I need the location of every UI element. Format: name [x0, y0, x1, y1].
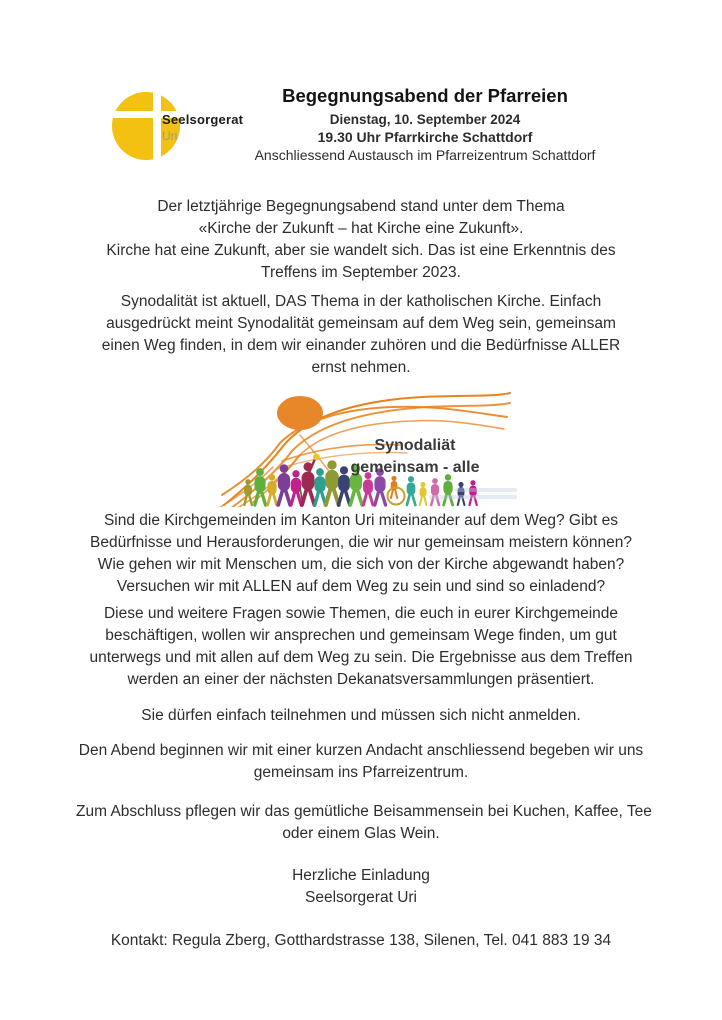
paragraph-intro [76, 196, 646, 284]
synodality-illustration [211, 383, 511, 507]
logo-region-name: Uri [162, 129, 178, 143]
event-followup: Anschliessend Austausch im Pfarreizentrum Schattdorf [254, 147, 596, 163]
paragraph-registration [76, 705, 646, 727]
paragraph-topics [76, 603, 646, 691]
text-line: werden an einer der nächsten Dekanatsversammlungen präsentiert. [127, 671, 595, 688]
text-line: Versuchen wir mit ALLEN auf dem Weg zu sein und sind so einladend? [116, 578, 606, 595]
text-line: oder einem Glas Wein. [282, 825, 440, 842]
text-line: Wie gehen wir mit Menschen um, die sich von der Kirche abgewandt haben? [97, 556, 625, 573]
paragraph-synodality [76, 291, 646, 379]
watermark-smudge [429, 485, 517, 499]
header [239, 84, 611, 164]
event-time-place: 19.30 Uhr Pfarrkirche Schattdorf [317, 129, 533, 145]
logo-org-name: Seelsorgerat [162, 112, 244, 127]
text-line: «Kirche der Zukunft – hat Kirche eine Zukunft». [198, 220, 524, 237]
text-line: Seelsorgerat Uri [305, 889, 417, 906]
event-date: Dienstag, 10. September 2024 [329, 112, 521, 127]
document-body [76, 186, 652, 952]
text-line: unterwegs und mit allen auf dem Weg zu sein. Die Ergebnisse aus dem Treffen [89, 649, 633, 666]
text-line: Sie dürfen einfach teilnehmen und müssen sich nicht anmelden. [141, 707, 581, 724]
caption-line: Synodaliät [374, 437, 456, 454]
text-line: Kontakt: Regula Zberg, Gotthardstrasse 138, Silenen, Tel. 041 883 19 34 [110, 932, 612, 949]
page-title: Begegnungsabend der Pfarreien [282, 85, 568, 106]
paragraph-refreshments [76, 801, 652, 845]
text-line: ernst nehmen. [311, 359, 411, 376]
sun-icon [277, 396, 323, 430]
text-line: Kirche hat eine Zukunft, aber sie wandelt sich. Das ist eine Erkenntnis des [106, 242, 616, 259]
text-line: Den Abend beginnen wir mit einer kurzen Andacht anschliessend begeben wir uns [78, 742, 644, 759]
paragraph-questions [76, 510, 646, 598]
text-line: Treffens im September 2023. [261, 264, 461, 281]
logo-cross-vertical [153, 92, 161, 160]
text-line: beschäftigen, wollen wir ansprechen und gemeinsam Wege finden, um gut [105, 627, 617, 644]
contact-line [76, 930, 646, 952]
text-line: Diese und weitere Fragen sowie Themen, die euch in eurer Kirchgemeinde [103, 605, 619, 622]
closing-signature [76, 865, 646, 909]
text-line: einen Weg finden, in dem wir einander zuhören und die Bedürfnisse ALLER [101, 337, 621, 354]
text-line: Sind die Kirchgemeinden im Kanton Uri miteinander auf dem Weg? Gibt es [103, 512, 619, 529]
text-line: Der letztjährige Begegnungsabend stand unter dem Thema [157, 198, 565, 215]
paragraph-program [76, 740, 646, 784]
illustration-caption [329, 435, 501, 479]
text-line: gemeinsam ins Pfarreizentrum. [253, 764, 469, 781]
text-line: Bedürfnisse und Herausforderungen, die wir nur gemeinsam meistern können? [90, 534, 632, 551]
text-line: Zum Abschluss pflegen wir das gemütliche Beisammensein bei Kuchen, Kaffee, Tee [76, 803, 652, 820]
text-line: Synodalität ist aktuell, DAS Thema in der katholischen Kirche. Einfach [120, 293, 602, 310]
text-line: Herzliche Einladung [292, 867, 430, 884]
caption-line: gemeinsam - alle [350, 459, 480, 476]
text-line: ausgedrückt meint Synodalität gemeinsam auf dem Weg sein, gemeinsam [106, 315, 616, 332]
